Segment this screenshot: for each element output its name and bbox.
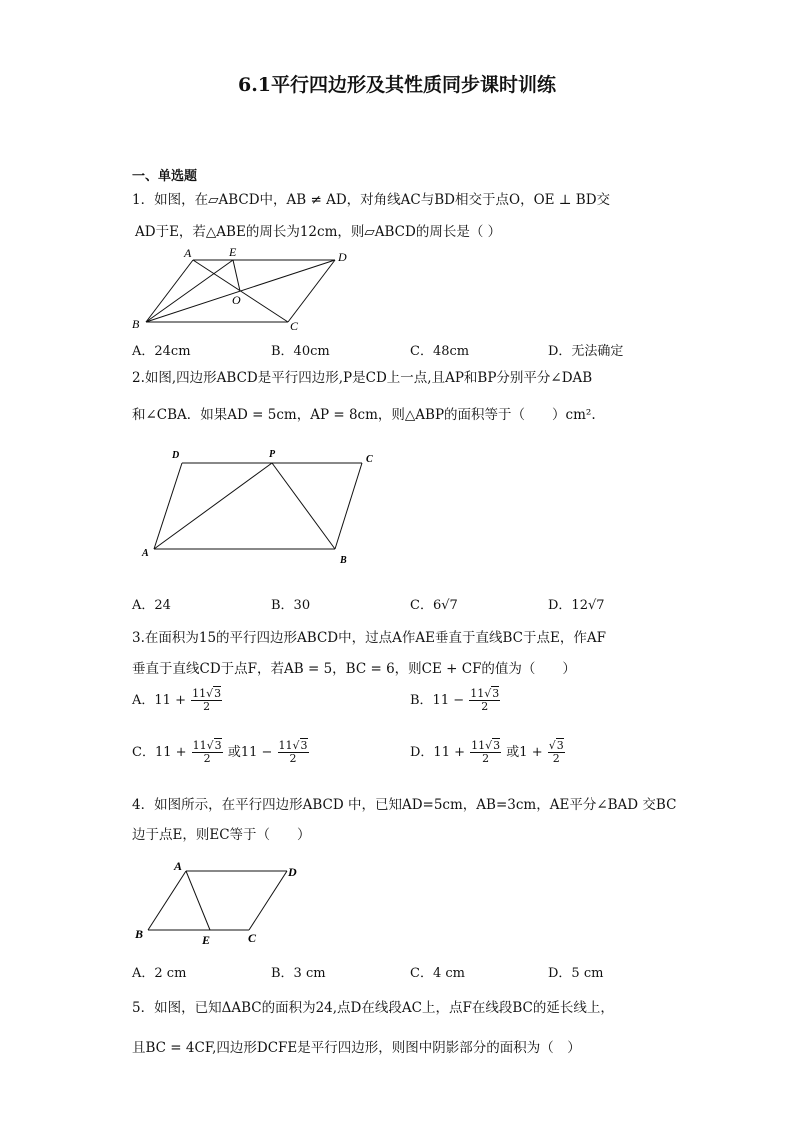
q2-segment-ap — [154, 463, 272, 549]
q2-side-bc — [335, 463, 362, 549]
q4-text-line-1: 4．如图所示，在平行四边形ABCD 中，已知AD=5cm，AB=3cm，AE平分∠BAD 交BC — [132, 797, 677, 813]
q3-option-b-denominator: 2 — [481, 700, 489, 713]
q3-option-c-fraction-1: $\frac{11√3}{2}$ — [192, 739, 222, 765]
q3-option-b-prefix: B．11 − — [410, 693, 465, 708]
q1-label-d: D — [338, 250, 347, 264]
q3-option-d-denominator-2: 2 — [552, 752, 560, 765]
q2-option-d[interactable]: D．12√7 — [548, 598, 605, 613]
q1-option-a[interactable]: A．24cm — [132, 344, 191, 359]
q5-text-line-2: 且BC = 4CF,四边形DCFE是平行四边形，则图中阴影部分的面积为（ ） — [132, 1040, 581, 1056]
q1-side-cd — [288, 260, 335, 322]
q3-option-a[interactable] — [132, 688, 223, 713]
q1-label-c: C — [290, 319, 299, 333]
q3-option-a-fraction: $\frac{11√3}{2}$ — [192, 687, 222, 713]
q1-label-e: E — [229, 245, 237, 259]
q3-option-d-fraction-2: $\frac{√3}{2}$ — [548, 739, 564, 765]
q1-text-line-1: 1．如图，在▱ABCD中，AB ≠ AD，对角线AC与BD相交于点O，OE ⊥ BD交 — [132, 192, 611, 208]
q2-side-da — [154, 463, 182, 549]
q2-label-p: P — [269, 449, 276, 460]
q3-option-c-fraction-2: $\frac{11√3}{2}$ — [278, 739, 308, 765]
q3-option-b-coef: 11 — [470, 687, 485, 700]
q5-text-line-1: 5．如图，已知ΔABC的面积为24,点D在线段AC上，点F在线段BC的延长线上， — [132, 1000, 614, 1016]
q3-option-c-denominator-2: 2 — [289, 752, 297, 765]
q1-label-o: O — [232, 293, 241, 307]
q4-figure — [132, 856, 312, 950]
q3-option-d-coef: 11 — [471, 739, 486, 752]
q3-option-b[interactable] — [410, 688, 501, 713]
q3-option-a-prefix: A．11 + — [132, 693, 186, 708]
q2-label-d: D — [172, 450, 180, 461]
q2-text-line-2: 和∠CBA．如果AD = 5cm，AP = 8cm，则△ABP的面积等于（ ）cm². — [132, 407, 596, 423]
q2-label-a: A — [142, 548, 149, 559]
q3-option-c-middle: 或11 − — [227, 745, 273, 760]
q4-option-a[interactable]: A．2 cm — [132, 966, 187, 981]
q1-segment-be — [146, 260, 233, 322]
q3-option-c-radicand-1: 3 — [214, 739, 222, 752]
q3-option-b-fraction: $\frac{11√3}{2}$ — [470, 687, 500, 713]
q3-option-d-prefix: D．11 + — [410, 745, 465, 760]
q1-text-line-2: AD于E，若△ABE的周长为12cm，则▱ABCD的周长是（ ） — [135, 224, 502, 240]
q3-option-c-radicand-2: 3 — [300, 739, 308, 752]
q2-option-b[interactable]: B．30 — [271, 598, 311, 613]
q2-option-c[interactable]: C．6√7 — [410, 598, 458, 613]
q2-text-line-1: 2.如图,四边形ABCD是平行四边形,P是CD上一点,且AP和BP分别平分∠DAB — [132, 370, 593, 386]
q4-option-b[interactable]: B．3 cm — [271, 966, 326, 981]
q1-figure — [128, 244, 368, 336]
q4-text-line-2: 边于点E，则EC等于（ ） — [132, 827, 311, 843]
q4-label-e: E — [202, 933, 211, 947]
q3-option-d[interactable] — [410, 740, 566, 765]
q3-text-line-1: 3.在面积为15的平行四边形ABCD中，过点A作AE垂直于直线BC于点E，作AF — [132, 630, 606, 646]
q2-segment-pb — [272, 463, 335, 549]
q3-option-d-radicand-1: 3 — [493, 739, 501, 752]
q4-option-d[interactable]: D．5 cm — [548, 966, 604, 981]
q1-option-b[interactable]: B．40cm — [271, 344, 330, 359]
q3-text-line-2: 垂直于直线CD于点F，若AB = 5，BC = 6，则CE + CF的值为（ ） — [132, 661, 576, 677]
q4-option-c[interactable]: C．4 cm — [410, 966, 465, 981]
page-title: 6.1平行四边形及其性质同步课时训练 — [237, 74, 557, 96]
q1-option-c[interactable]: C．48cm — [410, 344, 470, 359]
q2-label-c: C — [366, 454, 373, 465]
q3-option-a-denominator: 2 — [203, 700, 211, 713]
q3-option-c-coef-1: 11 — [192, 739, 207, 752]
q1-side-ab — [146, 260, 193, 322]
q3-option-b-radicand: 3 — [492, 687, 500, 700]
section-heading: 一、单选题 — [132, 169, 198, 184]
q3-option-c[interactable] — [132, 740, 310, 765]
q1-diagonal-bd — [146, 260, 335, 322]
q3-option-d-denominator-1: 2 — [482, 752, 490, 765]
q3-option-d-radicand-2: 3 — [556, 739, 564, 752]
q3-option-d-middle: 或1 + — [506, 745, 543, 760]
q1-option-d[interactable]: D．无法确定 — [548, 344, 624, 359]
q1-label-b: B — [132, 317, 140, 331]
q3-option-d-fraction-1: $\frac{11√3}{2}$ — [471, 739, 501, 765]
q2-figure — [138, 445, 378, 570]
q4-label-d: D — [288, 865, 297, 879]
q4-label-a: A — [174, 859, 183, 873]
q4-side-ab — [148, 871, 186, 930]
q4-segment-ae — [186, 871, 210, 930]
q3-option-c-denominator-1: 2 — [203, 752, 211, 765]
q4-label-c: C — [248, 931, 257, 945]
q1-label-a: A — [184, 246, 192, 260]
q2-option-a[interactable]: A．24 — [132, 598, 171, 613]
q3-option-a-coef: 11 — [192, 687, 207, 700]
q3-option-c-prefix: C．11 + — [132, 745, 187, 760]
q4-side-cd — [249, 871, 287, 930]
q2-label-b: B — [340, 555, 347, 566]
q3-option-a-radicand: 3 — [214, 687, 222, 700]
q3-option-c-coef-2: 11 — [278, 739, 293, 752]
q4-label-b: B — [135, 927, 144, 941]
